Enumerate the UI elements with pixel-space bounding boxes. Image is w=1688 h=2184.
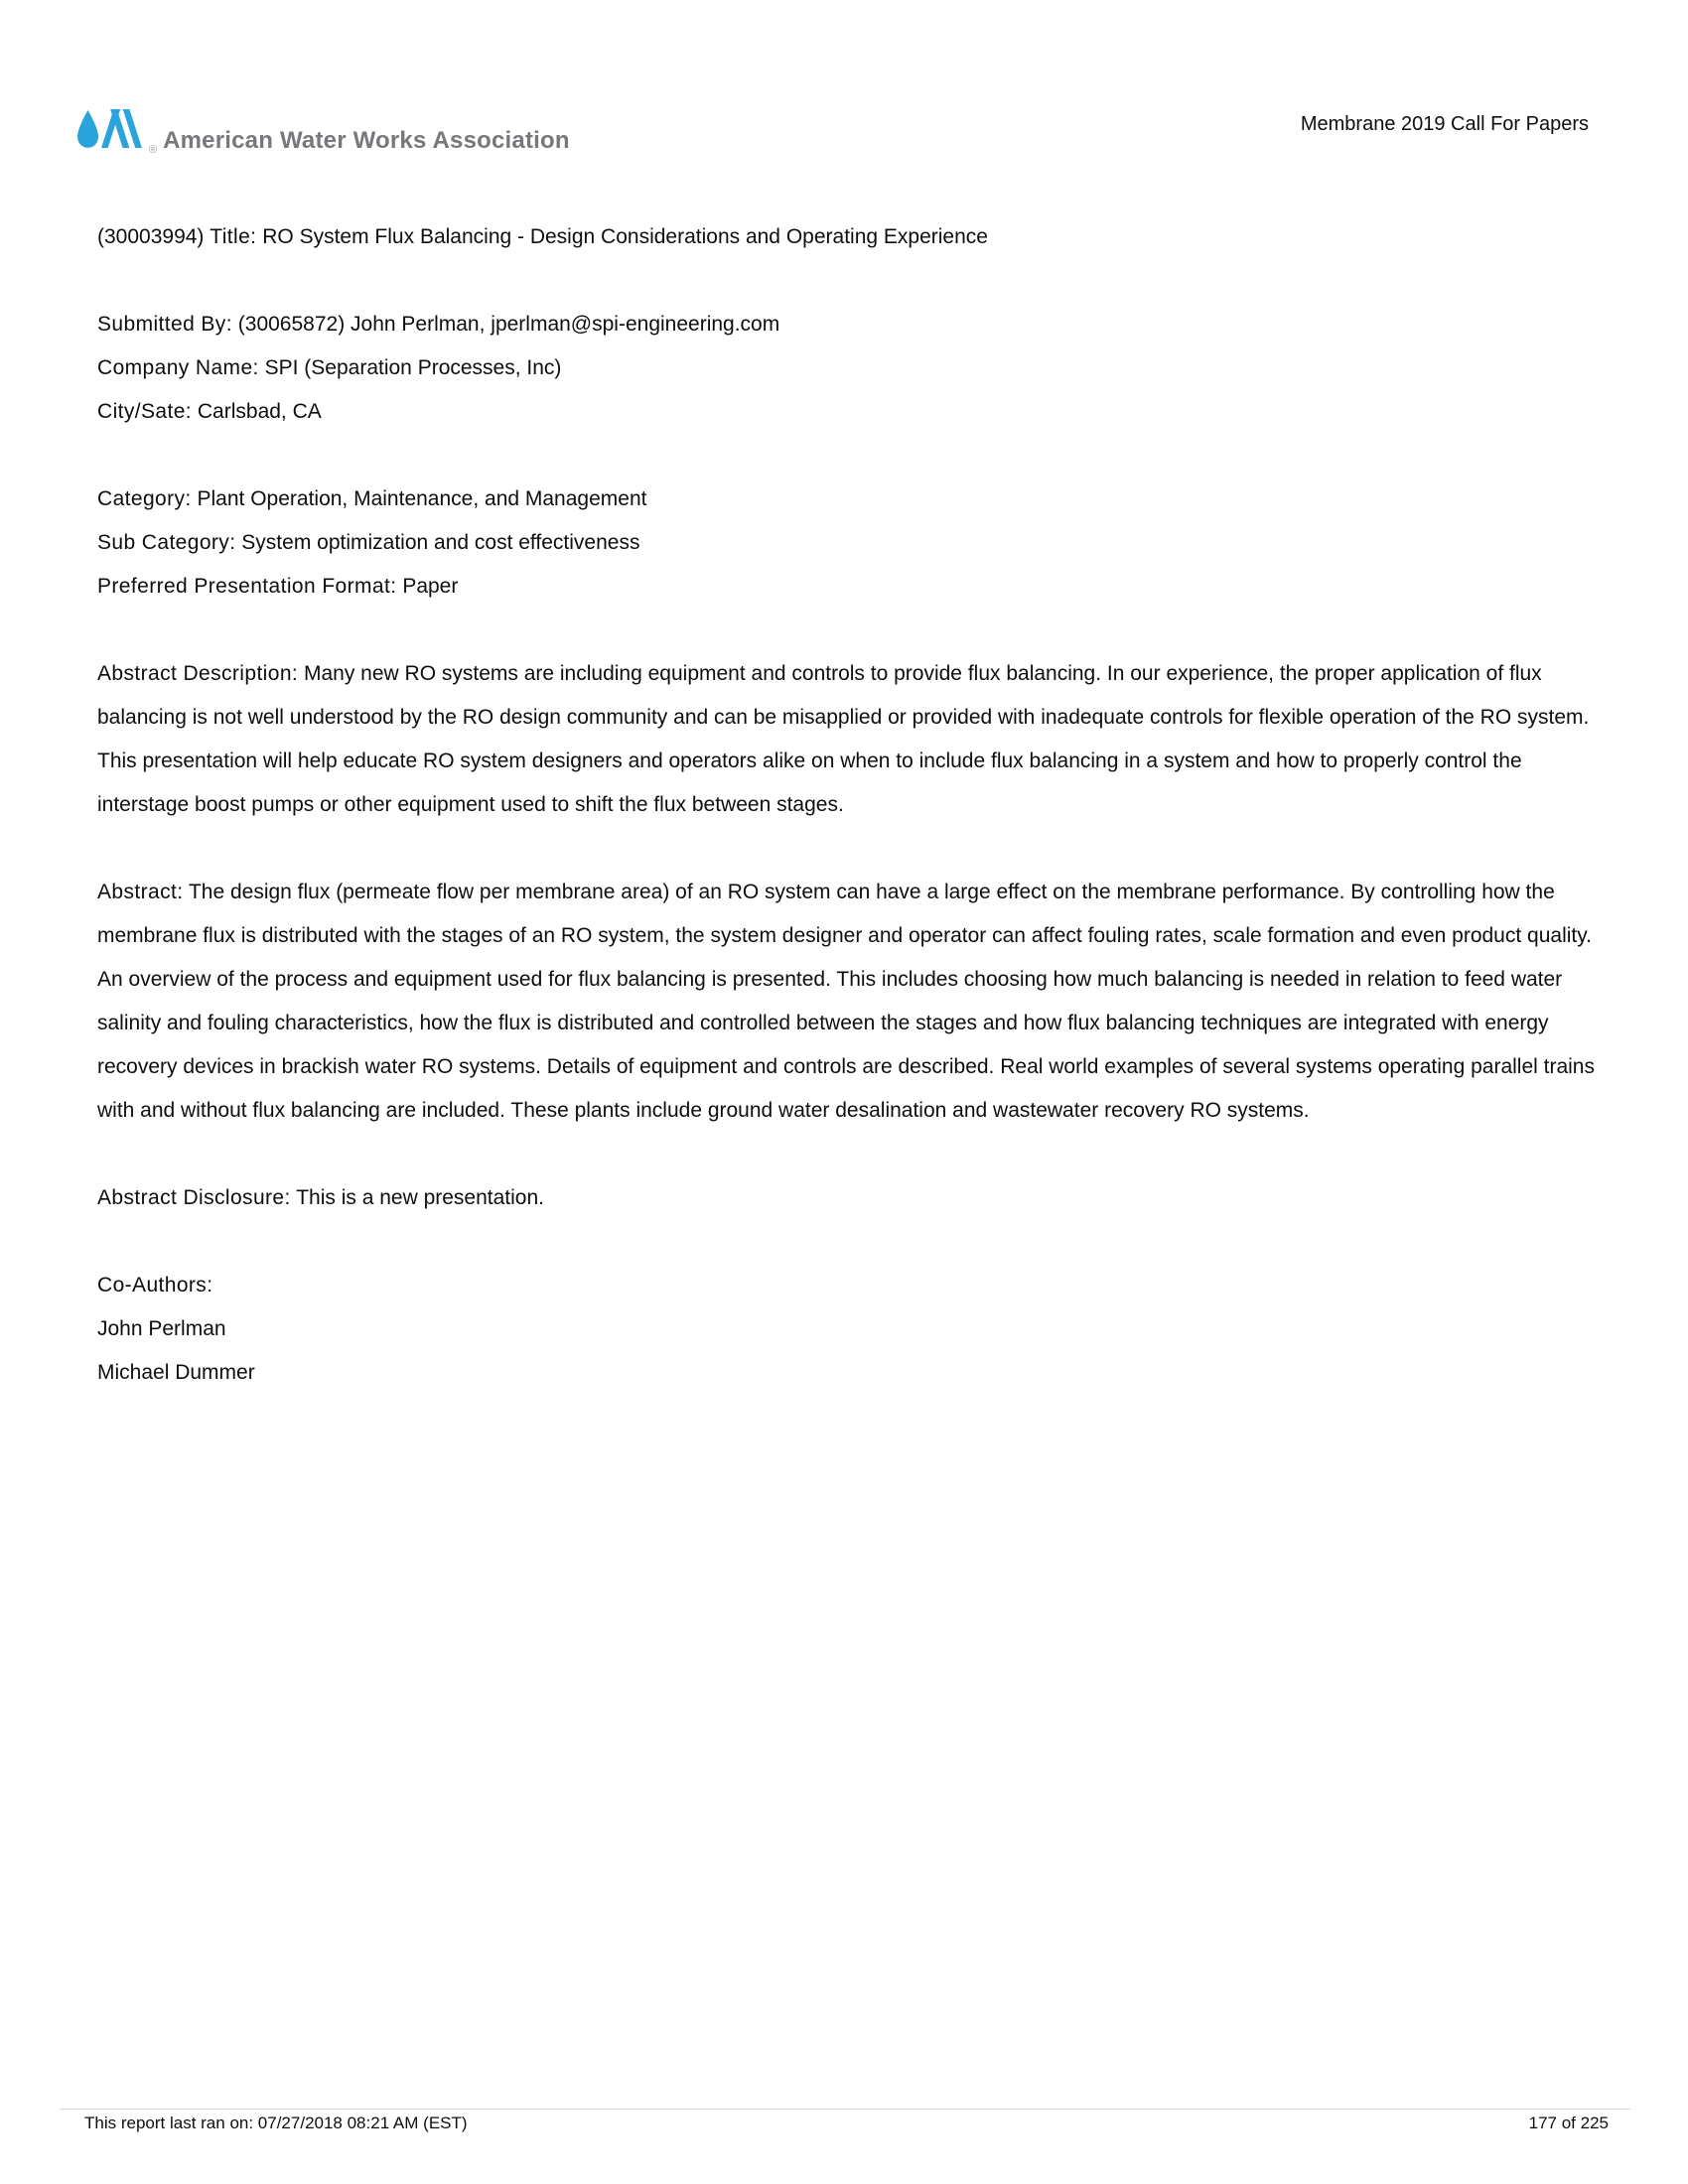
report-header-title: Membrane 2019 Call For Papers <box>1300 113 1589 135</box>
page-number: 177 of 225 <box>1528 2114 1609 2132</box>
sub-category-label: Sub Category: <box>97 531 236 554</box>
abstract-description-text: Many new RO systems are including equipment and controls to provide flux balancing. In our experience, the proper application of flux balancing is not well understood by the RO design community and can be misapplied or provided with inadequate controls for flexible operation of the RO system. This presentation will help educate RO system designers and operators alike on when to include flux balancing in a system and how to properly control the interstage boost pumps or other equipment used to shift the flux between stages. <box>97 662 1590 816</box>
submitted-by-line <box>97 303 1596 346</box>
category-line <box>97 478 1596 521</box>
submitted-by-label: Submitted By: <box>97 313 232 336</box>
co-authors-label: Co-Authors: <box>97 1274 213 1297</box>
title-label: Title: <box>210 225 257 248</box>
abstract-block <box>97 871 1596 1133</box>
abstract-report-content <box>97 215 1596 1438</box>
presentation-format-line <box>97 565 1596 609</box>
abstract-label: Abstract: <box>97 881 184 903</box>
co-author-name: Michael Dummer <box>97 1361 255 1384</box>
submitted-by-value: (30065872) John Perlman, jperlman@spi-engineering.com <box>237 313 780 336</box>
awwa-logo-wordmark: American Water Works Association <box>163 127 570 154</box>
footer-divider <box>60 2109 1630 2110</box>
submitter-block <box>97 303 1596 434</box>
title-block <box>97 215 1596 259</box>
city-state-label: City/Sate: <box>97 400 193 423</box>
awwa-water-drop-icon <box>74 107 148 157</box>
disclosure-block <box>97 1176 1596 1220</box>
awwa-logo <box>74 107 570 157</box>
abstract-text: The design flux (permeate flow per membrane area) of an RO system can have a large effect on the membrane performance. By controlling how the membrane flux is distributed with the stages of an RO system, the system designer and operator can affect fouling rates, scale formation and even product quality. An overview of the process and equipment used for flux balancing is presented. This includes choosing how much balancing is needed in relation to feed water salinity and fouling characteristics, how the flux is distributed and controlled between the stages and how flux balancing techniques are integrated with energy recovery devices in brackish water RO systems. Details of equipment and controls are described. Real world examples of several systems operating parallel trains with and without flux balancing are included. These plants include ground water desalination and wastewater recovery RO systems. <box>97 881 1595 1122</box>
disclosure-label: Abstract Disclosure: <box>97 1186 291 1209</box>
disclosure-line <box>97 1176 1596 1220</box>
report-run-timestamp: This report last ran on: 07/27/2018 08:21 AM (EST) <box>84 2114 468 2132</box>
footer <box>84 2114 1609 2133</box>
title-text: RO System Flux Balancing - Design Considerations and Operating Experience <box>262 225 988 248</box>
abstract-id: (30003994) <box>97 225 205 248</box>
company-value: SPI (Separation Processes, Inc) <box>264 356 562 379</box>
presentation-format-label: Preferred Presentation Format: <box>97 575 397 598</box>
sub-category-value: System optimization and cost effectiveness <box>241 531 640 554</box>
city-state-line <box>97 390 1596 434</box>
company-label: Company Name: <box>97 356 259 379</box>
abstract-paragraph <box>97 871 1596 1133</box>
city-state-value: Carlsbad, CA <box>197 400 322 423</box>
abstract-description-block <box>97 652 1596 827</box>
presentation-format-value: Paper <box>402 575 459 598</box>
abstract-description-paragraph <box>97 652 1596 827</box>
category-value: Plant Operation, Maintenance, and Management <box>197 487 647 510</box>
co-author-name: John Perlman <box>97 1317 226 1340</box>
category-block <box>97 478 1596 609</box>
registered-trademark: ® <box>149 144 158 156</box>
title-line <box>97 215 1596 259</box>
disclosure-value: This is a new presentation. <box>296 1186 544 1209</box>
sub-category-line <box>97 521 1596 565</box>
abstract-description-label: Abstract Description: <box>97 662 299 685</box>
co-authors-block <box>97 1264 1596 1395</box>
company-line <box>97 346 1596 390</box>
category-label: Category: <box>97 487 192 510</box>
